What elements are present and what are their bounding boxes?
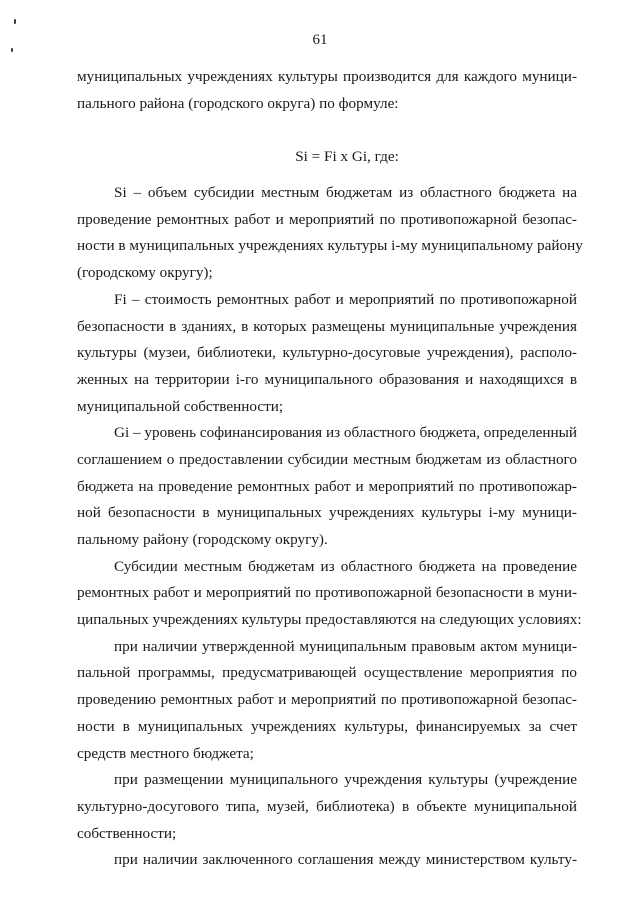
text-line: женных на территории i-го муниципального образования и находящихся в [77,370,577,388]
text-line: культуры (музеи, библиотеки, культурно-досуговые учреждения), располо- [77,344,577,362]
paragraph-condition-program [77,634,577,767]
paragraph-continuation [77,64,577,117]
paragraph-condition-property [77,767,577,847]
text-line: ципальных учреждениях культуры предоставляются на следующих условиях: [77,611,582,629]
formula: Si = Fi x Gi, где: [295,148,399,166]
text-line: ной безопасности в муниципальных учреждениях культуры i-му муници- [77,504,577,522]
scan-artifact-mark [14,19,16,24]
text-line: бюджета на проведение ремонтных работ и мероприятий по противопожар- [77,477,577,495]
text-line: муниципальных учреждениях культуры производится для каждого муници- [77,68,577,85]
text-line: при наличии утвержденной муниципальным правовым актом муници- [114,637,577,655]
page-number: 61 [312,32,328,48]
paragraph-condition-agreement [77,847,577,874]
text-line: ности в муниципальных учреждениях культуры i-му муниципальному району [77,237,583,255]
text-line: Субсидии местным бюджетам из областного бюджета на проведение [114,557,577,575]
paragraph-conditions-intro [77,554,582,634]
paragraph-si-definition [77,180,583,287]
paragraph-gi-definition [77,420,577,553]
text-line: ремонтных работ и мероприятий по противопожарной безопасности в муни- [77,584,577,602]
text-line: (городскому округу); [77,264,213,282]
text-line: проведению ремонтных работ и мероприятий по противопожарной безопас- [77,691,577,709]
text-line: муниципальной собственности; [77,397,284,415]
text-line: при размещении муниципального учреждения культуры (учреждение [114,771,577,789]
text-line: Gi – уровень софинансирования из областного бюджета, определенный [114,424,577,442]
document-body [77,64,583,874]
text-line: соглашением о предоставлении субсидии местным бюджетам из областного [77,450,577,468]
text-line: ности в муниципальных учреждениях культуры, финансируемых за счет [77,717,577,735]
text-line: средств местного бюджета; [77,744,254,762]
text-line: культурно-досугового типа, музей, библиотека) в объекте муниципальной [77,797,577,815]
text-line: при наличии заключенного соглашения между министерством культу- [114,851,577,869]
text-line: проведение ремонтных работ и мероприятий по противопожарной безопас- [77,210,577,228]
text-line: собственности; [77,824,177,842]
text-line: Fi – стоимость ремонтных работ и мероприятий по противопожарной [114,290,577,308]
text-line: пального района (городского округа) по формуле: [77,94,399,112]
paragraph-fi-definition [77,287,577,420]
text-line: безопасности в зданиях, в которых размещены муниципальные учреждения [77,317,577,335]
text-line: пальной программы, предусматривающей осуществление мероприятия по [77,664,577,682]
text-line: Si – объем субсидии местным бюджетам из областного бюджета на [114,184,577,202]
text-line: пальному району (городскому округу). [77,531,328,548]
